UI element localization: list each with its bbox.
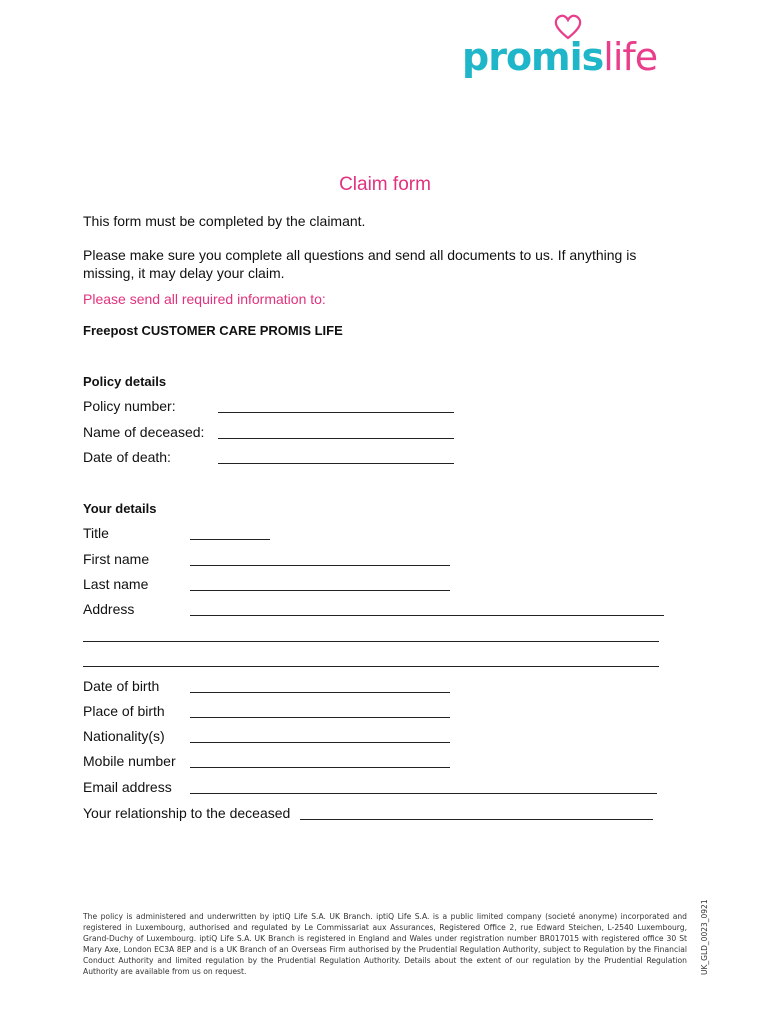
email-address-field[interactable] (190, 793, 657, 794)
place-of-birth-field[interactable] (190, 717, 450, 718)
email-address-label: Email address (83, 779, 172, 795)
relationship-label: Your relationship to the deceased (83, 805, 291, 821)
deceased-name-label: Name of deceased: (83, 424, 205, 440)
nationality-field[interactable] (190, 742, 450, 743)
regulatory-footer: The policy is administered and underwritten by iptiQ Life S.A. UK Branch. iptiQ Life S.A. is a public limited company (societé anonyme) incorporated and registered in Luxembourg, authorised and regulated by Le Commissariat aux Assurances, Registered Office 2, rue Edward Steichen, L-2540 Luxembourg, Grand-Duchy of Luxembourg. iptiQ Life S.A. UK Branch is registered in England and Wales under registration number BR017015 with registered office 30 St Mary Axe, London EC3A 8EP and is a UK Branch of an Overseas Firm authorised by the Prudential Regulation Authority, subject to Regulation by the Financial Conduct Authority and limited regulation by the Prudential Regulation Authority. Details about the extent of our regulation by the Prudential Regulation Authority are available from us on request. (83, 912, 687, 976)
address-field-line-3[interactable] (83, 666, 659, 667)
mobile-number-label: Mobile number (83, 753, 176, 769)
instructions-text: Please make sure you complete all questions and send all documents to us. If anything is missing, it may delay your claim. (83, 247, 637, 281)
your-details-heading: Your details (83, 501, 157, 516)
date-of-birth-field[interactable] (190, 692, 450, 693)
document-reference: UK_GLD_0023_0921 (700, 899, 709, 975)
first-name-field[interactable] (190, 565, 450, 566)
mobile-number-field[interactable] (190, 767, 450, 768)
first-name-label: First name (83, 551, 150, 567)
policy-details-heading: Policy details (83, 374, 167, 389)
address-field-line-2[interactable] (83, 641, 659, 642)
address-label: Address (83, 601, 135, 617)
title-field[interactable] (190, 539, 270, 540)
date-of-death-label: Date of death: (83, 449, 171, 465)
logo-word-life: life (603, 35, 658, 79)
intro-text: This form must be completed by the claimant. (83, 213, 366, 229)
nationality-label: Nationality(s) (83, 728, 165, 744)
logo-wordmark (462, 35, 658, 79)
policy-number-label: Policy number: (83, 398, 176, 414)
place-of-birth-label: Place of birth (83, 703, 165, 719)
last-name-field[interactable] (190, 590, 450, 591)
policy-number-field[interactable] (218, 412, 454, 413)
send-to-label: Please send all required information to: (83, 291, 326, 307)
freepost-address: Freepost CUSTOMER CARE PROMIS LIFE (83, 323, 343, 338)
date-of-birth-label: Date of birth (83, 678, 160, 694)
logo-word-promis: promis (462, 35, 604, 79)
page-title: Claim form (339, 174, 431, 195)
relationship-field[interactable] (300, 819, 653, 820)
last-name-label: Last name (83, 576, 149, 592)
promis-life-logo (462, 14, 662, 84)
deceased-name-field[interactable] (218, 438, 454, 439)
title-label: Title (83, 525, 109, 541)
address-field-line-1[interactable] (190, 615, 664, 616)
date-of-death-field[interactable] (218, 463, 454, 464)
